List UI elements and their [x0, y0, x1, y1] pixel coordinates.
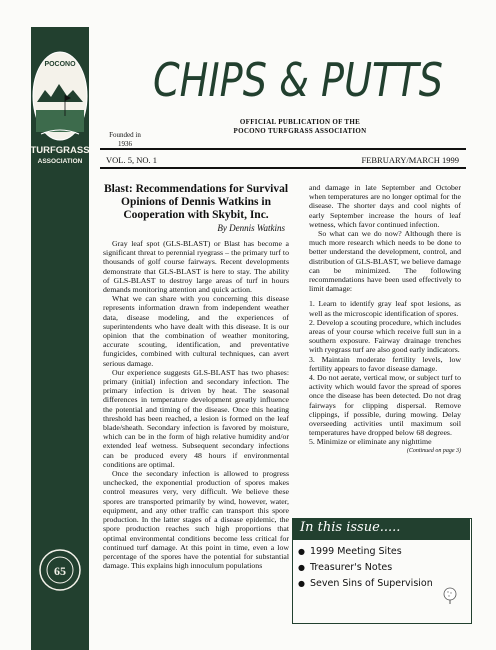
article-paragraph: Gray leaf spot (GLS-BLAST) or Blast has become a significant threat to perennial ryegrass – the primary turf to thousands of golf course fairways. Recent developments demonstrate that GLS-BLAST is here to stay. The ability of GLS-BLAST to destroy large areas of turf in hours demands monitoring attention and quick action. [103, 239, 289, 295]
continued-note: (Continued on page 3) [406, 447, 461, 454]
recommendation-item: 1. Learn to identify gray leaf spot lesions, as well as the microscopic identification of spores. [309, 299, 461, 318]
masthead-title [148, 50, 448, 110]
logo-name-main: TURFGRASS [30, 145, 90, 156]
article-paragraph: Once the secondary infection is allowed to progress unchecked, the exponential production of spores makes control measures very, very difficult. We believe these spores are transported primarily by wind, however, water, equipment, and any other traffic can transport this spore production. In the latter stages of a disease epidemic, the spore production reaches such high proportions that optimal environmental conditions become less critical for continued turf damage. At this point in time, even a low percentage of the spores have the potential for substantial damage. This explains high innoculum populations [103, 469, 289, 571]
header-rule-top [100, 148, 466, 150]
in-this-issue-heading: In this issue..... [300, 520, 401, 535]
founded-year: 1936 [118, 140, 132, 148]
article-paragraph: So what can we do now? Although there is much more research which needs to be done to better understand the development, control, and distribution of GLS-BLAST, we believe damage can be minimized. The following recommendations have been used effectively to limit damage: [309, 229, 461, 294]
issue-item-label: Treasurer's Notes [310, 562, 393, 573]
issue-date: FEBRUARY/MARCH 1999 [361, 155, 459, 165]
logo-name-sub: ASSOCIATION [37, 158, 83, 165]
svg-text:65: 65 [54, 564, 66, 578]
bullet-icon: ● [298, 547, 305, 556]
header-rule-bottom [100, 167, 466, 169]
issue-item-label: 1999 Meeting Sites [310, 546, 402, 557]
recommendation-item: 3. Maintain moderate fertility levels, low fertility appears to favor disease damage. [309, 354, 461, 373]
association-logo [31, 50, 89, 168]
founded-label: Founded in [109, 131, 141, 139]
founded-note [100, 131, 150, 149]
logo-name-top: POCONO [44, 61, 76, 68]
official-line-1: OFFICIAL PUBLICATION OF THE [239, 118, 361, 126]
bullet-icon: ● [298, 563, 305, 572]
recommendation-item: 2. Develop a scouting procedure, which includes areas of your course which receive full sun in a southern exposure. Fairway drainage trenches with ryegrass turf are also good early indicators. [309, 317, 461, 355]
gcsaa-seal-icon [38, 548, 82, 592]
article-paragraph: and damage in late September and October when temperatures are no longer optimal for the disease. The shorter days and cool nights of early September increase the hours of leaf wetness, which favor continued infection. [309, 183, 461, 229]
publication-line [170, 118, 430, 136]
official-line-2: POCONO TURFGRASS ASSOCIATION [233, 127, 367, 135]
volume-number: VOL. 5, NO. 1 [106, 155, 157, 165]
issue-item[interactable] [298, 544, 466, 560]
article-column-2 [309, 183, 461, 454]
issue-item[interactable] [298, 560, 466, 576]
article-byline: By Dennis Watkins [217, 223, 285, 233]
article-paragraph: Our experience suggests GLS-BLAST has two phases: primary (initial) infection and secondary infection. The primary infection is driven by heat. The seasonal differences in temperature development greatly influence the potential and timing of the disease. Once this heating threshold has been reached, a lesion is formed on the leaf blade/sheath. Secondary infection is favored by moisture, which can be in the form of high relative humidity and/or extended leaf wetness. Subsequent secondary infections can be produced every 48 hours if environmental conditions are optimal. [103, 367, 289, 469]
article-title: Blast: Recommendations for Survival Opinions of Dennis Watkins in Cooperation with Skybit, Inc. [103, 183, 289, 221]
article-paragraph: What we can share with you concerning this disease represents information drawn from independent weather data, disease modeling, and the experiences of superintendents who have dealt with this disease. It is our opinion that the combination of weather monitoring, accurate scouting, identification, and preventative fungicides, combined with cultural techniques, can avert serious damage. [103, 294, 289, 368]
recommendation-item: 5. Minimize or eliminate any nighttime [309, 437, 432, 447]
golf-ball-icon [440, 585, 460, 605]
issue-item-label: Seven Sins of Supervision [310, 578, 433, 589]
article-column-1 [103, 183, 289, 570]
masthead-text: CHIPS & PUTTS [153, 53, 443, 107]
bullet-icon: ● [298, 579, 305, 588]
recommendation-item: 4. Do not aerate, vertical mow, or subject turf to activity which would favor the spread of spores once the disease has been detected. Do not drag fairways for clipping dispersal. Remove clippings, if possible, during mowing. Delay overseeding activities until maximum soil temperatures have dropped below 68 degrees. [309, 373, 461, 438]
